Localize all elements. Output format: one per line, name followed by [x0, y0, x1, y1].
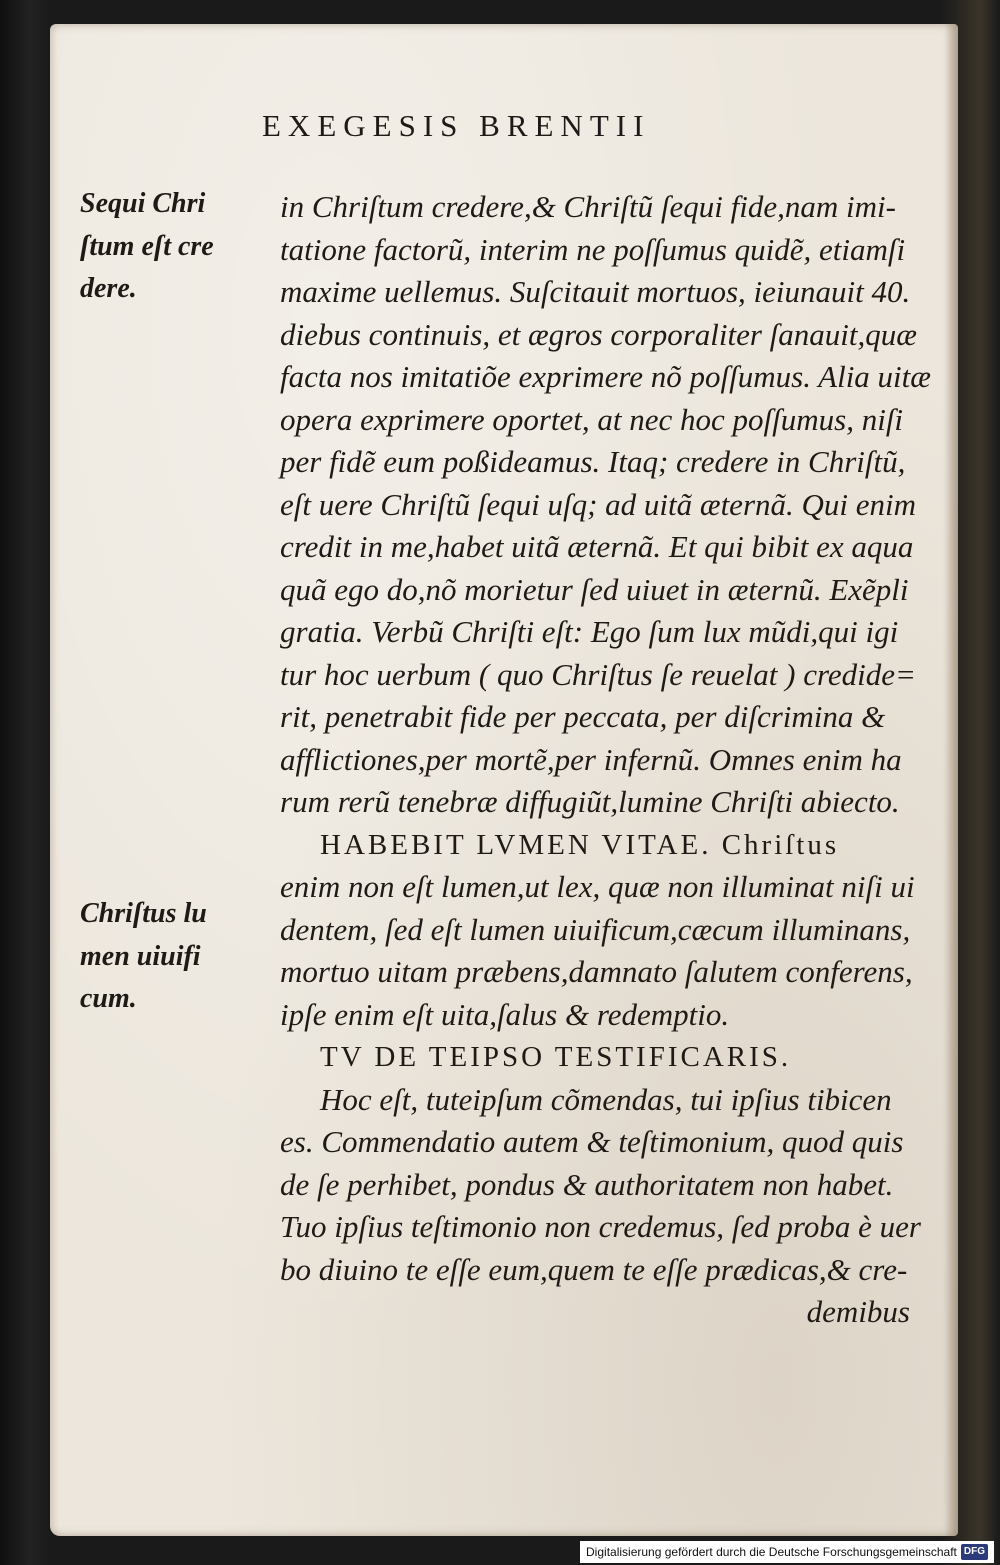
body-text [280, 186, 931, 1334]
text-line: rit, penetrabit fide per peccata, per diſcrimina & [280, 699, 886, 734]
margin-note-line: dere. [80, 273, 137, 304]
text-line: es. Commendatio autem & teſtimonium, quod quis [280, 1124, 904, 1159]
dfg-logo: DFG [961, 1544, 988, 1560]
text-line: rum rerũ tenebræ diffugiũt,lumine Chriſti abiecto. [280, 784, 900, 819]
text-line: Tuo ipſius teſtimonio non credemus, ſed proba è uer [280, 1209, 921, 1244]
catchword: demibus [806, 1294, 910, 1329]
text-line: eſt uere Chriſtũ ſequi uſq; ad uitã æternã. Qui enim [280, 486, 917, 522]
text-line: maxime uellemus. Suſcitauit mortuos, ieiunauit 40. [280, 274, 911, 309]
credit-text: Digitalisierung gefördert durch die Deutsche Forschungsgemeinschaft [586, 1545, 957, 1559]
text-line: bo diuino te eſſe eum,quem te eſſe prædicas,& cre- [280, 1251, 908, 1287]
margin-note-line: Sequi Chri [80, 188, 206, 219]
text-line: diebus continuis, et ægros corporaliter ſanauit,quæ [280, 316, 917, 352]
text-line: quã ego do,nõ morietur ſed uiuet in æternũ. Exẽpli [280, 571, 909, 607]
margin-note-2 [80, 893, 220, 1021]
margin-note-1 [80, 183, 220, 311]
text-line: de ſe perhibet, pondus & authoritatem non habet. [280, 1166, 894, 1202]
running-head: EXEGESIS BRENTII [262, 108, 651, 143]
text-line: tur hoc uerbum ( quo Chriſtus ſe reuelat ) credide= [280, 656, 916, 692]
text-line: mortuo uitam præbens,damnato ſalutem conferens, [280, 954, 913, 989]
text-line: facta nos imitatiõe exprimere nõ poſſumus. Alia uitæ [280, 359, 931, 394]
text-line: credit in me,habet uitã æternã. Et qui bibit ex aqua [280, 529, 914, 564]
text-line: ipſe enim eſt uita,ſalus & redemptio. [280, 996, 730, 1032]
margin-note-line: ſtum eſt cre [80, 230, 214, 262]
digitization-credit [580, 1541, 994, 1563]
text-line: gratia. Verbũ Chriſti eſt: Ego ſum lux mũdi,qui igi [280, 614, 899, 649]
text-line: enim non eſt lumen,ut lex, quæ non illuminat niſi ui [280, 869, 915, 904]
lemma-heading: TV DE TEIPSO TESTIFICARIS. [320, 1041, 792, 1073]
text-line: dentem, ſed eſt lumen uiuificum,cæcum illuminans, [280, 911, 911, 947]
lemma-heading: HABEBIT LVMEN VITAE. Chriſtus [320, 828, 840, 861]
margin-note-line: men uiuifi [80, 940, 201, 972]
text-line: Hoc eſt, tuteipſum cõmendas, tui ipſius tibicen [320, 1081, 892, 1117]
margin-note-line: cum. [80, 983, 137, 1014]
text-line: opera exprimere oportet, at nec hoc poſſumus, niſi [280, 401, 904, 437]
page-edge-shadow [944, 24, 958, 1536]
text-line: tatione factorũ, interim ne poſſumus quidẽ, etiamſi [280, 231, 906, 267]
text-line: per fidẽ eum poßideamus. Itaq; credere in Chriſtũ, [280, 444, 906, 479]
text-line: afflictiones,per mortẽ,per infernũ. Omnes enim ha [280, 741, 902, 777]
text-line: in Chriſtum credere,& Chriſtũ ſequi fide,nam imi- [280, 189, 896, 224]
margin-note-line: Chriſtus lu [80, 898, 207, 929]
